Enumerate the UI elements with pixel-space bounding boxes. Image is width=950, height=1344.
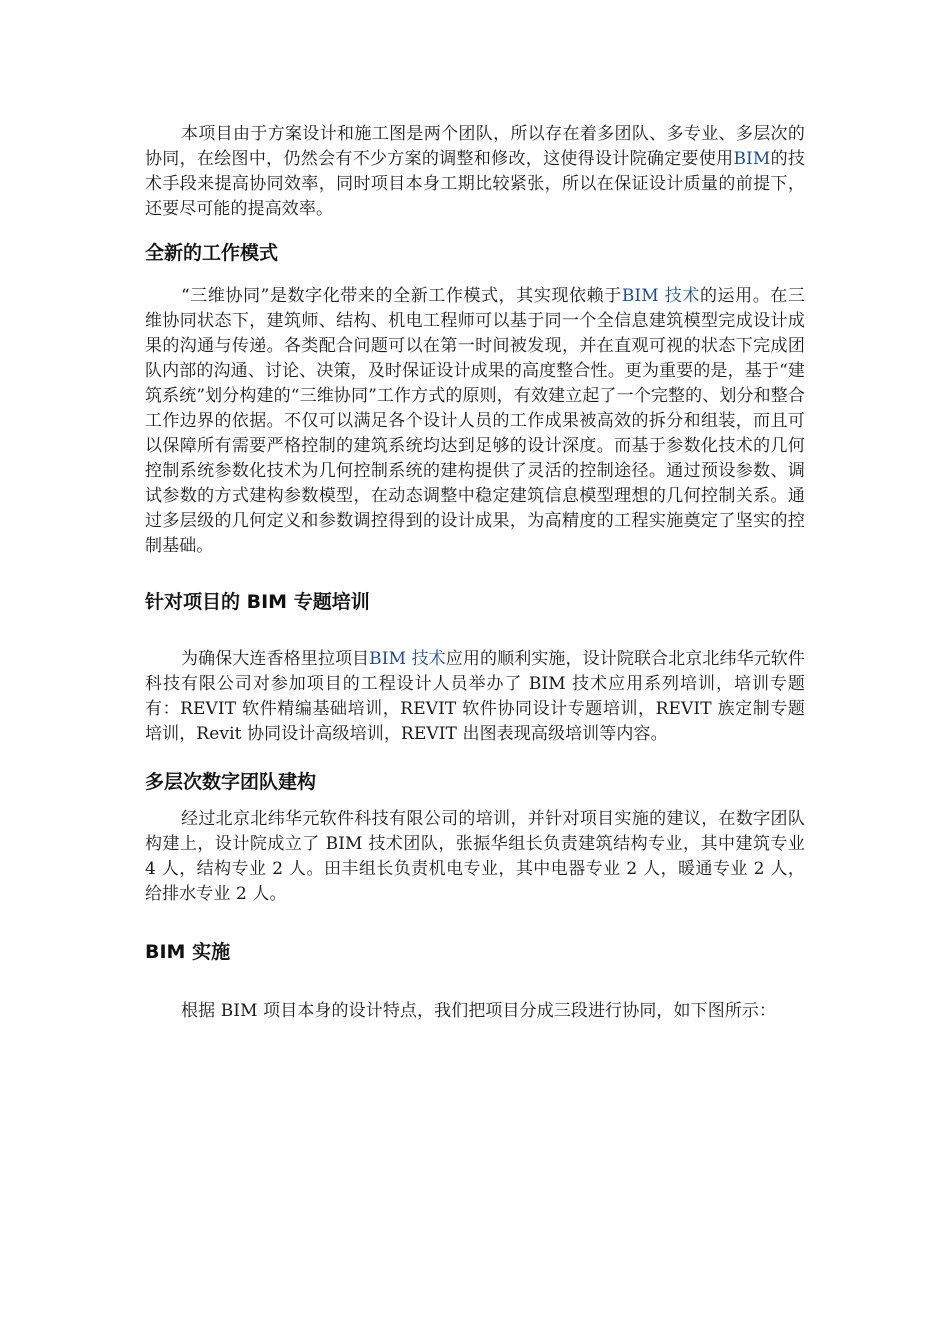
paragraph-training-text-b: 应用的顺利实施，设计院联合北京北纬华元软件科技有限公司对参加项目的工程设计人员举办了 BIM 技术应用系列培训，培训专题有：REVIT 软件精编基础培训，REVIT 软件协同设计专题培训，REVIT 族定制专题培训，Revit 协同设计高级培训，REVIT 出图表现高级培训等内容。 xyxy=(145,649,805,744)
paragraph-intro-text-a: 本项目由于方案设计和施工图是两个团队，所以存在着多团队、多专业、多层次的协同，在绘图中，仍然会有不少方案的调整和修改，这使得设计院确定要使用 xyxy=(145,124,805,169)
paragraph-intro xyxy=(145,122,805,222)
heading-bim-training: 针对项目的 BIM 专题培训 xyxy=(145,591,370,613)
document-page xyxy=(145,122,805,1024)
paragraph-training-text-a: 为确保大连香格里拉项目 xyxy=(181,649,370,669)
heading-digital-team: 多层次数字团队建构 xyxy=(145,771,317,793)
paragraph-implementation: 根据 BIM 项目本身的设计特点，我们把项目分成三段进行协同，如下图所示： xyxy=(181,1001,777,1021)
bim-tech-link-training[interactable]: BIM 技术 xyxy=(369,649,446,669)
bim-tech-link[interactable]: BIM 技术 xyxy=(621,286,700,306)
heading-new-work-mode: 全新的工作模式 xyxy=(145,242,279,264)
paragraph-training xyxy=(145,647,805,747)
heading-bim-implementation: BIM 实施 xyxy=(145,941,231,963)
paragraph-3d-collaboration-text-a: “三维协同”是数字化带来的全新工作模式，其实现依赖于 xyxy=(181,286,622,306)
bim-link[interactable]: BIM xyxy=(733,149,771,169)
paragraph-team: 经过北京北纬华元软件科技有限公司的培训，并针对项目实施的建议，在数字团队构建上，设计院成立了 BIM 技术团队，张振华组长负责建筑结构专业，其中建筑专业 4 人，结构专业 2 人。田丰组长负责机电专业，其中电器专业 2 人，暖通专业 2 人，给排水专业 2 人。 xyxy=(145,809,805,904)
paragraph-intro-text-b: 的技术手段来提高协同效率，同时项目本身工期比较紧张，所以在保证设计质量的前提下，还要尽可能的提高效率。 xyxy=(145,149,805,219)
paragraph-3d-collaboration-text-b: 的运用。在三维协同状态下，建筑师、结构、机电工程师可以基于同一个全信息建筑模型完成设计成果的沟通与传递。各类配合问题可以在第一时间被发现，并在直观可视的状态下完成团队内部的沟通、讨论、决策，及时保证设计成果的高度整合性。更为重要的是，基于“建筑系统”划分构建的“三维协同”工作方式的原则，有效建立起了一个完整的、划分和整合工作边界的依据。不仅可以满足各个设计人员的工作成果被高效的拆分和组装，而且可以保障所有需要严格控制的建筑系统均达到足够的设计深度。而基于参数化技术的几何控制系统参数化技术为几何控制系统的建构提供了灵活的控制途径。通过预设参数、调试参数的方式建构参数模型，在动态调整中稳定建筑信息模型理想的几何控制关系。通过多层级的几何定义和参数调控得到的设计成果，为高精度的工程实施奠定了坚实的控制基础。 xyxy=(145,286,806,556)
paragraph-3d-collaboration xyxy=(145,284,805,559)
